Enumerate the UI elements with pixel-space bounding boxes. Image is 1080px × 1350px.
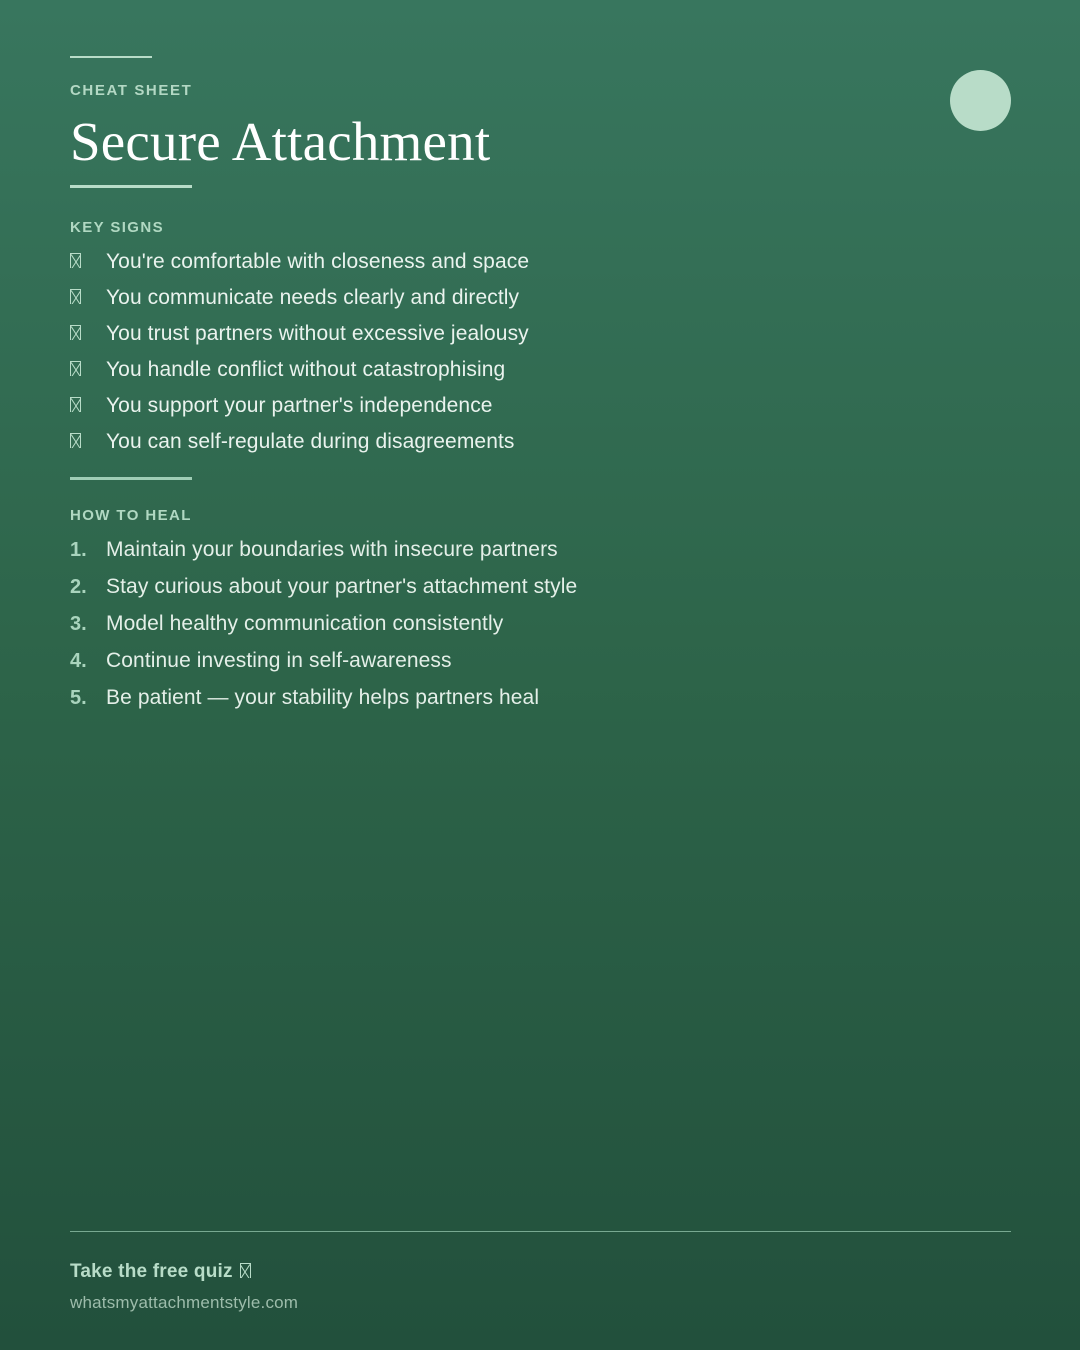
section-heading-key-signs: KEY SIGNS — [70, 219, 165, 236]
list-item — [70, 612, 1011, 649]
list-item-label: You communicate needs clearly and directly — [106, 286, 520, 309]
how-to-heal-list — [70, 538, 1011, 723]
list-item — [70, 575, 1011, 612]
key-signs-list — [70, 250, 1011, 466]
list-item-number: 3. — [70, 613, 87, 635]
footer-url[interactable]: whatsmyattachmentstyle.com — [70, 1293, 299, 1312]
page-title: Secure Attachment — [70, 111, 491, 172]
title-underline-rule — [70, 185, 192, 188]
footer-cta[interactable] — [70, 1261, 251, 1283]
list-item-number: 1. — [70, 539, 87, 561]
list-item-label: Model healthy communication consistently — [106, 612, 504, 635]
list-item — [70, 649, 1011, 686]
list-item-number: 5. — [70, 687, 87, 709]
bullet-missing-glyph-icon — [70, 359, 106, 380]
list-item-label: Stay curious about your partner's attachment style — [106, 575, 578, 598]
bullet-missing-glyph-icon — [70, 323, 106, 344]
list-item-label: You support your partner's independence — [106, 394, 493, 417]
list-item-number: 2. — [70, 576, 87, 598]
arrow-missing-glyph-icon — [240, 1261, 251, 1278]
bullet-missing-glyph-icon — [70, 431, 106, 452]
bullet-missing-glyph-icon — [70, 287, 106, 308]
list-item-label: Continue investing in self-awareness — [106, 649, 452, 672]
footer-cta-label: Take the free quiz — [70, 1261, 233, 1282]
decorative-circle — [950, 70, 1011, 131]
eyebrow-rule — [70, 56, 152, 58]
bullet-missing-glyph-icon — [70, 395, 106, 416]
list-item — [70, 250, 1011, 286]
list-item — [70, 358, 1011, 394]
list-item-label: Be patient — your stability helps partners heal — [106, 686, 540, 709]
list-item — [70, 322, 1011, 358]
footer-divider-rule — [70, 1231, 1011, 1232]
list-item — [70, 538, 1011, 575]
eyebrow-label: CHEAT SHEET — [70, 82, 193, 99]
list-item-label: You trust partners without excessive jealousy — [106, 322, 529, 345]
list-item — [70, 394, 1011, 430]
list-item — [70, 430, 1011, 466]
list-item-label: You handle conflict without catastrophising — [106, 358, 506, 381]
list-item — [70, 286, 1011, 322]
list-item — [70, 686, 1011, 723]
list-item-number: 4. — [70, 650, 87, 672]
section-heading-how-to-heal: HOW TO HEAL — [70, 507, 192, 524]
list-item-label: You're comfortable with closeness and space — [106, 250, 530, 273]
bullet-missing-glyph-icon — [70, 251, 106, 272]
list-item-label: You can self-regulate during disagreements — [106, 430, 515, 453]
list-item-label: Maintain your boundaries with insecure partners — [106, 538, 558, 561]
section-divider-rule — [70, 477, 192, 480]
